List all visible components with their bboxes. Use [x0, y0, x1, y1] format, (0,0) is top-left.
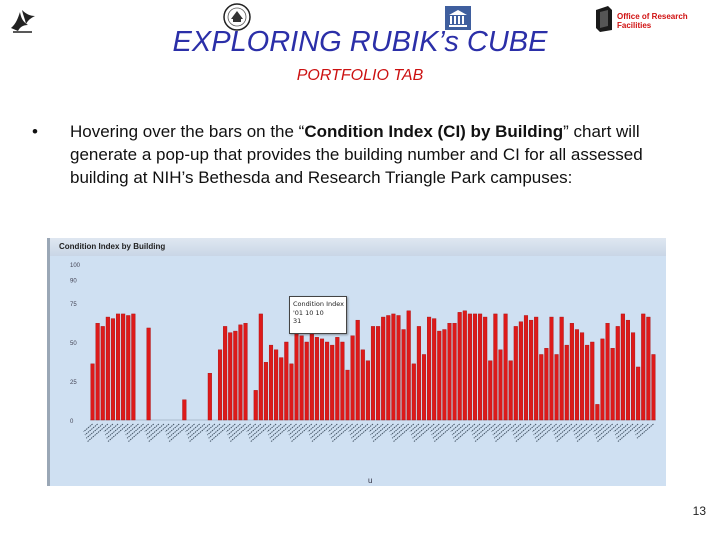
bar[interactable] — [524, 315, 528, 420]
bar[interactable] — [290, 364, 294, 420]
bar[interactable] — [320, 339, 324, 420]
chart-tooltip-popup — [289, 296, 347, 334]
bar[interactable] — [264, 362, 268, 420]
bar[interactable] — [494, 314, 498, 420]
bar[interactable] — [91, 364, 95, 420]
bar[interactable] — [575, 330, 579, 420]
bullet-text-after: ” chart will generate a pop-up that provides the building number and CI for all assessed building at NIH’s Bethesda and Research Triangle Park campuses: — [70, 122, 643, 187]
bar[interactable] — [274, 350, 278, 420]
bar[interactable] — [616, 326, 620, 420]
bar[interactable] — [371, 326, 375, 420]
bar[interactable] — [432, 319, 436, 420]
bar[interactable] — [606, 323, 610, 420]
bullet-dot: • — [32, 122, 38, 141]
bar[interactable] — [295, 333, 299, 420]
bar[interactable] — [514, 326, 518, 420]
bar[interactable] — [463, 311, 467, 420]
bar[interactable] — [596, 404, 600, 420]
bar[interactable] — [488, 361, 492, 420]
bar[interactable] — [560, 317, 564, 420]
bar[interactable] — [478, 314, 482, 420]
bar[interactable] — [636, 367, 640, 420]
bar[interactable] — [499, 350, 503, 420]
bar-chart — [50, 256, 666, 486]
bar[interactable] — [647, 317, 651, 420]
bar[interactable] — [483, 317, 487, 420]
bar[interactable] — [147, 328, 151, 420]
bar[interactable] — [631, 333, 635, 420]
bar[interactable] — [218, 350, 222, 420]
tooltip-value: 31 — [293, 317, 302, 325]
ors-logo-text: Office of Research Facilities — [617, 12, 688, 30]
y-tick-label: 25 — [70, 380, 77, 386]
bar[interactable] — [300, 336, 304, 420]
bar[interactable] — [427, 317, 431, 420]
bar[interactable] — [269, 345, 273, 420]
y-tick-label: 0 — [70, 419, 74, 425]
bar[interactable] — [330, 345, 334, 420]
bullet-paragraph — [32, 120, 676, 189]
bar[interactable] — [392, 314, 396, 420]
bullet-text-bold: Condition Index (CI) by Building — [304, 122, 564, 141]
bar[interactable] — [458, 312, 462, 420]
bar[interactable] — [279, 358, 283, 420]
bar[interactable] — [121, 314, 125, 420]
tooltip-title: Condition Index — [293, 300, 344, 308]
bar[interactable] — [228, 333, 232, 420]
bar[interactable] — [116, 314, 120, 420]
bar[interactable] — [366, 361, 370, 420]
bar[interactable] — [397, 315, 401, 420]
bar[interactable] — [443, 330, 447, 420]
bar[interactable] — [111, 319, 115, 420]
bar[interactable] — [448, 323, 452, 420]
bar[interactable] — [611, 348, 615, 420]
bar[interactable] — [437, 331, 441, 420]
bar[interactable] — [417, 326, 421, 420]
bar[interactable] — [381, 317, 385, 420]
bar[interactable] — [132, 314, 136, 420]
bar[interactable] — [356, 320, 360, 420]
bar[interactable] — [346, 370, 350, 420]
bar[interactable] — [126, 315, 130, 420]
bar[interactable] — [341, 342, 345, 420]
bar[interactable] — [570, 323, 574, 420]
bar[interactable] — [550, 317, 554, 420]
y-tick-label: 75 — [70, 302, 77, 308]
y-tick-label: 90 — [70, 278, 77, 285]
bar[interactable] — [376, 326, 380, 420]
bar[interactable] — [652, 354, 656, 420]
chart-title: Condition Index by Building — [59, 242, 166, 251]
bar[interactable] — [422, 354, 426, 420]
chart-panel-header — [50, 238, 666, 257]
bar[interactable] — [106, 317, 110, 420]
tooltip-building: '01 10 10 — [293, 308, 324, 317]
bar[interactable] — [233, 331, 237, 420]
bar[interactable] — [254, 390, 258, 420]
bullet-text-before: Hovering over the bars on the “ — [70, 122, 305, 141]
bar[interactable] — [555, 354, 559, 420]
bar[interactable] — [473, 314, 477, 420]
bar[interactable] — [519, 322, 523, 420]
bar[interactable] — [534, 317, 538, 420]
bar[interactable] — [412, 364, 416, 420]
y-tick-label: 50 — [70, 341, 77, 347]
bar[interactable] — [101, 326, 105, 420]
bar[interactable] — [386, 315, 390, 420]
bar[interactable] — [402, 330, 406, 420]
y-tick-label: 100 — [70, 263, 81, 269]
bar[interactable] — [529, 320, 533, 420]
bar[interactable] — [244, 323, 248, 420]
bar[interactable] — [601, 339, 605, 420]
slide-title: EXPLORING RUBIK’s CUBE — [172, 26, 548, 58]
bar[interactable] — [223, 326, 227, 420]
bar[interactable] — [468, 314, 472, 420]
bar[interactable] — [239, 325, 243, 420]
bar[interactable] — [284, 342, 288, 420]
bar[interactable] — [585, 345, 589, 420]
bar[interactable] — [504, 314, 508, 420]
bar[interactable] — [351, 336, 355, 420]
bar[interactable] — [641, 314, 645, 420]
bar[interactable] — [325, 342, 329, 420]
bar[interactable] — [96, 323, 100, 420]
bar[interactable] — [208, 373, 212, 420]
bar[interactable] — [305, 342, 309, 420]
bar[interactable] — [453, 323, 457, 420]
bar[interactable] — [335, 337, 339, 420]
bar[interactable] — [361, 350, 365, 420]
bar[interactable] — [259, 314, 263, 420]
bar[interactable] — [621, 314, 625, 420]
bar[interactable] — [626, 320, 630, 420]
bar[interactable] — [590, 342, 594, 420]
bar[interactable] — [565, 345, 569, 420]
chart-panel — [47, 238, 666, 486]
bar[interactable] — [183, 400, 187, 420]
bar[interactable] — [509, 361, 513, 420]
page-number: 13 — [692, 504, 706, 518]
slide-subtitle: PORTFOLIO TAB — [296, 67, 424, 84]
bar[interactable] — [539, 354, 543, 420]
bar[interactable] — [407, 311, 411, 420]
bar[interactable] — [310, 326, 314, 420]
bar[interactable] — [580, 333, 584, 420]
bar[interactable] — [545, 348, 549, 420]
bar[interactable] — [315, 337, 319, 420]
x-axis-marker: u — [368, 476, 373, 485]
